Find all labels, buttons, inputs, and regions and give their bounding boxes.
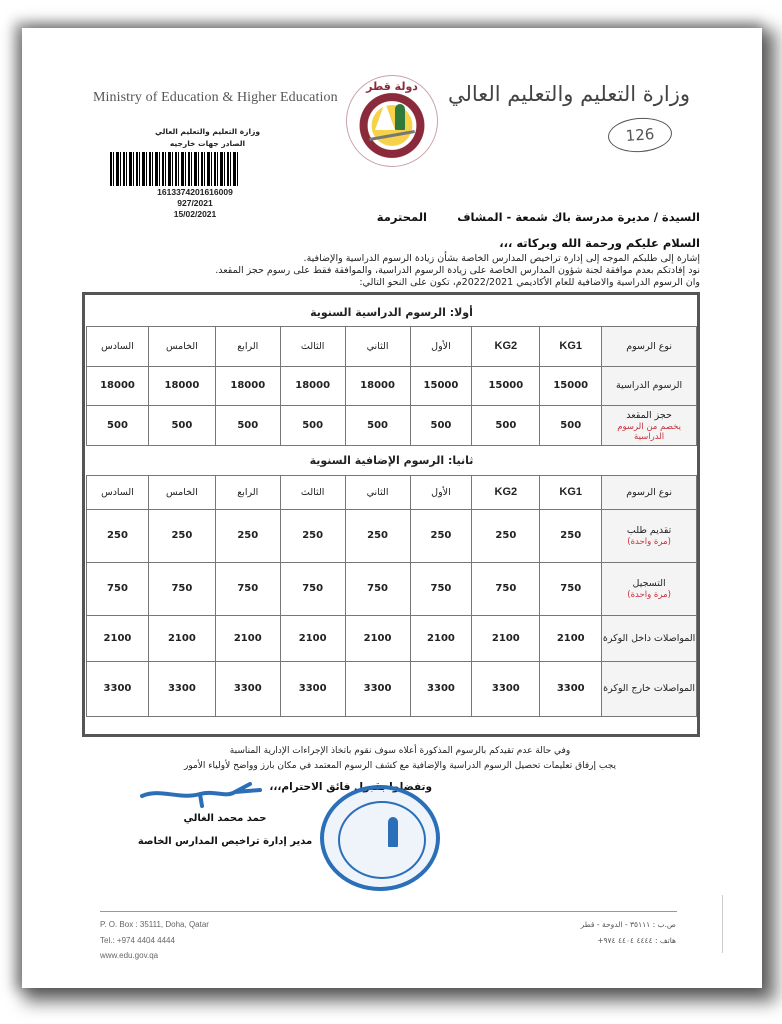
- col-header-grade-3: الثالث: [280, 475, 345, 509]
- cell-value: 3300: [410, 661, 472, 716]
- row-label-note: (مرة واحدة): [627, 537, 671, 547]
- cell-value: 250: [540, 509, 602, 562]
- note-line-2: يجب إرفاق تعليمات تحصيل الرسوم الدراسية والإضافية مع كشف الرسوم المعتمد في مكان بارز وواضح لأولياء الأمور: [183, 761, 617, 771]
- annual-fees-table: [86, 300, 697, 717]
- cell-value: 750: [215, 562, 280, 615]
- footer-website: www.edu.gov.qa: [100, 951, 159, 960]
- cell-value: 2100: [472, 615, 540, 661]
- cell-value: 750: [345, 562, 410, 615]
- palm-tree-icon: [395, 104, 405, 130]
- official-seal-stamp: [320, 785, 440, 891]
- col-header-grade-1: الأول: [410, 326, 472, 366]
- cell-value: 3300: [215, 661, 280, 716]
- seal-inner-ring: [338, 801, 426, 879]
- signatory-title: مدير إدارة تراخيص المدارس الخاصة: [137, 836, 313, 847]
- table-row: [87, 615, 697, 661]
- cell-value: 3300: [280, 661, 345, 716]
- table-row: [87, 366, 697, 405]
- additional-fees-title: ثانيا: الرسوم الإضافية السنوية: [87, 445, 697, 475]
- greeting: السلام عليكم ورحمة الله وبركاته ،،،: [499, 236, 700, 250]
- ministry-name-ar: وزارة التعليم والتعليم العالي: [447, 82, 690, 106]
- cell-value: 18000: [87, 366, 149, 405]
- footer-po-box: P. O. Box : 35111, Doha, Qatar: [100, 920, 209, 929]
- cell-value: 500: [540, 405, 602, 445]
- palm-tree-icon: [388, 817, 398, 847]
- cell-value: 500: [215, 405, 280, 445]
- barcode-icon: [110, 152, 240, 186]
- cell-value: 15000: [410, 366, 472, 405]
- sword-icon: [369, 130, 415, 141]
- col-header-grade-5: الخامس: [148, 326, 215, 366]
- col-header-grade-6: السادس: [87, 475, 149, 509]
- handwritten-number: 126: [607, 116, 673, 154]
- cell-value: 500: [472, 405, 540, 445]
- cell-value: 3300: [472, 661, 540, 716]
- stamp-line-2: الصادر جهات خارجيه: [169, 139, 246, 148]
- table-row: [87, 562, 697, 615]
- annual-fees-header-row: [87, 326, 697, 366]
- cell-value: 250: [87, 509, 149, 562]
- additional-fees-header-row: [87, 475, 697, 509]
- cell-value: 250: [410, 509, 472, 562]
- cell-value: 18000: [345, 366, 410, 405]
- col-header-fee-type: نوع الرسوم: [602, 326, 697, 366]
- signatory-name: حمد محمد الغالي: [183, 813, 267, 824]
- qatar-emblem-logo: [346, 75, 438, 167]
- row-label-seat-reservation: [602, 405, 697, 445]
- row-label-text: التسجيل: [632, 578, 666, 589]
- row-label-tuition: الرسوم الدراسية: [602, 366, 697, 405]
- footer-side-divider: [722, 895, 723, 953]
- closing-line: وتفضلوا بقبول فائق الاحترام،،،: [269, 781, 432, 793]
- cell-value: 18000: [215, 366, 280, 405]
- cell-value: 15000: [540, 366, 602, 405]
- col-header-grade-3: الثالث: [280, 326, 345, 366]
- row-label-application: [602, 509, 697, 562]
- ministry-name-en: Ministry of Education & Higher Education: [93, 90, 338, 105]
- col-header-grade-4: الرابع: [215, 475, 280, 509]
- col-header-kg1: KG1: [540, 326, 602, 366]
- cell-value: 250: [215, 509, 280, 562]
- logo-text: دولة قطر: [366, 80, 418, 93]
- body-line-3: وان الرسوم الدراسية والاضافية للعام الأكاديمي 2022/2021م، تكون على النحو التالي:: [359, 277, 700, 288]
- row-label-note: يخصم من الرسوم الدراسية: [617, 421, 681, 442]
- note-line-1: وفي حالة عدم تقيدكم بالرسوم المذكورة أعلاه سوف نقوم باتخاذ الإجراءات الإدارية المناسبة: [229, 746, 571, 756]
- cell-value: 250: [345, 509, 410, 562]
- cell-value: 18000: [280, 366, 345, 405]
- row-label-registration: [602, 562, 697, 615]
- col-header-grade-4: الرابع: [215, 326, 280, 366]
- table-row: [87, 405, 697, 445]
- cell-value: 2100: [280, 615, 345, 661]
- cell-value: 750: [87, 562, 149, 615]
- cell-value: 750: [540, 562, 602, 615]
- col-header-grade-6: السادس: [87, 326, 149, 366]
- cell-value: 2100: [345, 615, 410, 661]
- additional-fees-title-row: [87, 445, 697, 475]
- cell-value: 500: [87, 405, 149, 445]
- body-line-2: نود إفادتكم بعدم موافقة لجنة شؤون المدارس الخاصة على زيادة الرسوم الدراسية، والموافقة فقط على رسوم حجز المقعد.: [215, 265, 700, 276]
- col-header-kg1: KG1: [540, 475, 602, 509]
- cell-value: 2100: [148, 615, 215, 661]
- cell-value: 3300: [345, 661, 410, 716]
- letter-date: 15/02/2021: [173, 209, 217, 219]
- footer-tel-ar: هاتف : ٤٤٤٤ ٤٤٠٤ ٩٧٤+: [597, 936, 676, 945]
- row-label-transport-inside: المواصلات داخل الوكرة: [602, 615, 697, 661]
- row-label-text: حجز المقعد: [626, 409, 672, 421]
- row-label-note: (مرة واحدة): [627, 590, 671, 600]
- cell-value: 750: [472, 562, 540, 615]
- reference-number: 927/2021: [177, 198, 213, 208]
- cell-value: 3300: [148, 661, 215, 716]
- cell-value: 500: [345, 405, 410, 445]
- cell-value: 750: [148, 562, 215, 615]
- col-header-kg2: KG2: [472, 326, 540, 366]
- footer-tel: Tel.: +974 4404 4444: [100, 936, 175, 945]
- col-header-fee-type: نوع الرسوم: [602, 475, 697, 509]
- cell-value: 750: [280, 562, 345, 615]
- cell-value: 18000: [148, 366, 215, 405]
- cell-value: 250: [472, 509, 540, 562]
- dhow-sail-icon: [375, 102, 395, 130]
- col-header-kg2: KG2: [472, 475, 540, 509]
- signature-icon: [140, 778, 265, 808]
- addressee-honorific: المحترمة: [376, 210, 427, 224]
- table-row: [87, 661, 697, 716]
- cell-value: 2100: [540, 615, 602, 661]
- cell-value: 2100: [410, 615, 472, 661]
- cell-value: 500: [410, 405, 472, 445]
- cell-value: 2100: [87, 615, 149, 661]
- row-label-text: تقديم طلب: [626, 525, 672, 536]
- outgoing-stamp: [140, 126, 275, 150]
- table-row: [87, 509, 697, 562]
- cell-value: 250: [280, 509, 345, 562]
- col-header-grade-5: الخامس: [148, 475, 215, 509]
- col-header-grade-2: الثاني: [345, 475, 410, 509]
- cell-value: 750: [410, 562, 472, 615]
- cell-value: 3300: [540, 661, 602, 716]
- footer-divider: [100, 911, 677, 912]
- cell-value: 500: [148, 405, 215, 445]
- cell-value: 15000: [472, 366, 540, 405]
- cell-value: 3300: [87, 661, 149, 716]
- stamp-line-1: وزارة التعليم والتعليم العالي: [154, 127, 260, 136]
- col-header-grade-2: الثاني: [345, 326, 410, 366]
- annual-fees-title-row: [87, 300, 697, 326]
- cell-value: 250: [148, 509, 215, 562]
- barcode-number: 1613374201616009: [157, 187, 233, 197]
- col-header-grade-1: الأول: [410, 475, 472, 509]
- body-line-1: إشارة إلى طلبكم الموجه إلى إدارة تراخيص المدارس الخاصة بشأن زيادة الرسوم الدراسية والإضافية.: [303, 253, 700, 264]
- addressee-name: السيدة / مديرة مدرسة باك شمعة - المشاف: [457, 210, 700, 224]
- footer-po-box-ar: ص.ب : ٣٥١١١ - الدوحة - قطر: [580, 920, 676, 929]
- row-label-transport-outside: المواصلات خارج الوكرة: [602, 661, 697, 716]
- annual-fees-title: أولا: الرسوم الدراسية السنوية: [87, 300, 697, 326]
- cell-value: 500: [280, 405, 345, 445]
- cell-value: 2100: [215, 615, 280, 661]
